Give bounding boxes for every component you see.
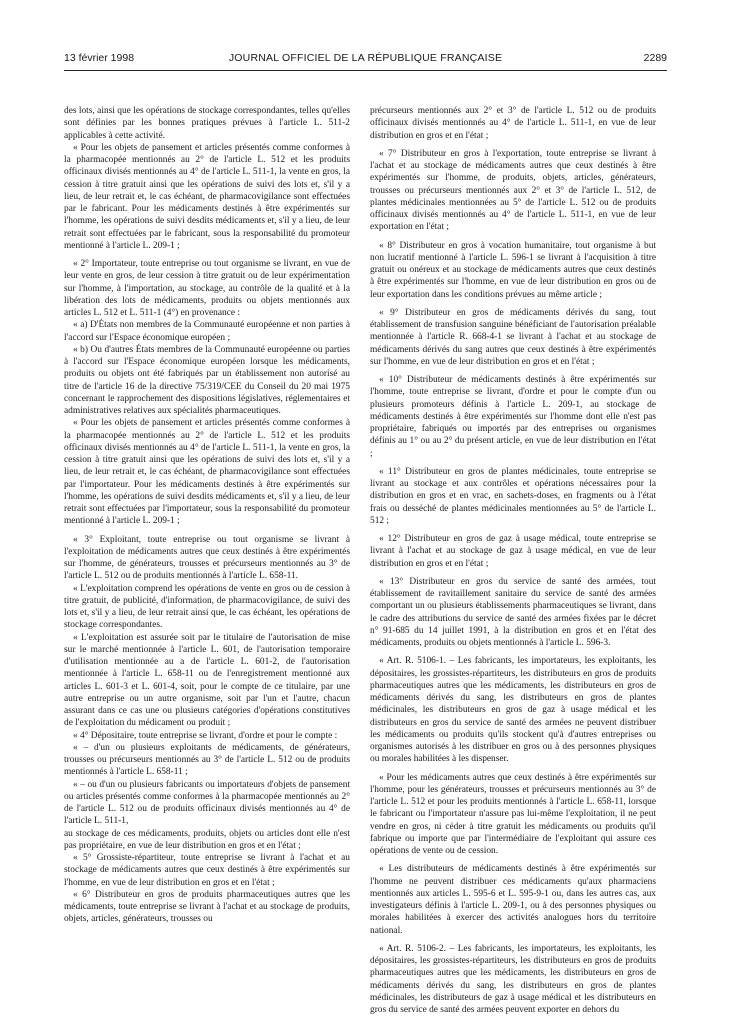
paragraph: « Pour les médicaments autres que ceux destinés à être expérimentés sur l'homme, pour les générateurs, trousses et précurseurs mentionnés au 3° de l'article L. 512 et pour les produits mentionnés à l'article L. 658-11, lorsque le fabricant ou l'importateur n'assure pas lui-même l'exploitation, il ne peut vendre en gros, ni céder à titre gratuit les médicaments ou produits qu'il fabrique ou importe que par l'intermédiaire de l'exploitant qui assure ces opérations de vente ou de cession. [370,772,656,856]
header-date: 13 février 1998 [64,52,135,64]
paragraph: précurseurs mentionnés aux 2° et 3° de l'article L. 512 ou de produits officinaux divisés mentionnés au 4° de l'article L. 511-1, en vue de leur distribution en gros et en l'état ; [370,106,656,141]
paragraph: « 7° Distributeur en gros à l'exportation, toute entreprise se livrant à l'achat et au stockage de médicaments autres que ceux destinés à être expérimentés sur l'homme, de produits, objets, articles, générateurs, trousses ou précurseurs mentionnés aux 2° et 3° de l'article L. 512, de plantes médicinales mentionnées au 5° de l'article L. 512 ou de produits officinaux divisés mentionnés au 4° de l'article L. 511-1, en vue de leur exportation en l'état ; [370,148,656,233]
paragraph: « 13° Distributeur en gros du service de santé des armées, tout établissement de ravitaillement sanitaire du service de santé des armées comportant un ou plusieurs établissements pharmaceutiques se livrant, dans le cadre des attributions du service de santé des armées fixées par le décret n° 91-685 du 14 juillet 1991, à la distribution en gros et en l'état des médicaments, produits ou objets mentionnés à l'article L. 596-3. [370,576,656,648]
paragraph: « Pour les objets de pansement et articles présentés comme conformes à la pharmacopée mentionnés au 2° de l'article L. 512 et les produits officinaux divisés mentionnés au 4° de l'article L. 511-1, la vente en gros, la cession à titre gratuit ainsi que les opérations de suivi des lots et, s'il y a lieu, de leur retrait et, le cas échéant, de pharmacovigilance sont effectuées par l'importateur. Pour les médicaments destinés à être expérimentés sur l'homme, les opérations de suivi desdits médicaments et, s'il y a lieu, de leur retrait sont effectuées par l'importateur, sous la responsabilité du promoteur mentionné à l'article L. 209-1 ; [64,418,350,527]
paragraph: « 4° Dépositaire, toute entreprise se livrant, d'ordre et pour le compte : [73,730,338,741]
paragraph: « a) D'États non membres de la Communauté européenne et non parties à l'accord sur l'Espace économique européen ; [64,320,350,343]
paragraph: « Art. R. 5106-2. – Les fabricants, les importateurs, les exploitants, les dépositaires, les grossistes-répartiteurs, les distributeurs en gros de produits pharmaceutiques autres que les médicaments, les distributeurs en gros de médicaments dérivés du sang, les distributeurs en gros de plantes médicinales, les distributeurs de gaz à usage médical et les distributeurs en gros du service de santé des armées peuvent exporter en dehors du [370,943,656,1015]
paragraph: des lots, ainsi que les opérations de stockage correspondantes, telles qu'elles sont définies par les bonnes pratiques prévues à l'article L. 511-2 applicables à cette activité. [64,106,350,141]
paragraph: « 6° Distributeur en gros de produits pharmaceutiques autres que les médicaments, toute entreprise se livrant à l'achat et au stockage de produits, objets, articles, générateurs, trousses ou [64,889,350,925]
paragraph: « b) Ou d'autres États membres de la Communauté européenne ou parties à l'accord sur l'Espace économique européen lorsque les médicaments, produits ou objets ont été fabriqués par un établissement non autorisé au titre de l'article 16 de la directive 75/319/CEE du Conseil du 20 mai 1975 concernant le rapprochement des dispositions législatives, réglementaires et administratives relatives aux spécialités pharmaceutiques. [64,344,350,416]
paragraph: « – ou d'un ou plusieurs fabricants ou importateurs d'objets de pansement ou articles présentés comme conformes à la pharmacopée mentionnés au 2° de l'article L. 512 ou de produits officinaux divisés mentionnés au 4° de l'article L. 511-1, [64,779,350,827]
paragraph: « Les distributeurs de médicaments destinés à être expérimentés sur l'homme ne peuvent distribuer ces médicaments qu'aux pharmaciens mentionnés aux articles L. 595-6 et L. 595-9-1 ou, dans les autres cas, aux investigateurs définis à l'article L. 209-1, ou à des personnes physiques ou morales habilitées à exercer des activités analogues hors du territoire national. [370,864,656,936]
right-column [370,105,656,1016]
paragraph: « Pour les objets de pansement et articles présentés comme conformes à la pharmacopée mentionnés au 2° de l'article L. 512 et les produits officinaux divisés mentionnés au 4° de l'article L. 511-1, la vente en gros, la cession à titre gratuit ainsi que les opérations de suivi des lots et, s'il y a lieu, de leur retrait et, le cas échéant, de pharmacovigilance sont effectuées par le fabricant. Pour les médicaments destinés à être expérimentés sur l'homme, les opérations de suivi desdits médicaments et, s'il y a lieu, de leur retrait sont effectuées par le fabricant, sous la responsabilité du promoteur mentionné à l'article L. 209-1 ; [64,142,350,251]
paragraph: au stockage de ces médicaments, produits, objets ou articles dont elle n'est pas propriétaire, en vue de leur distribution en gros et en l'état ; [64,828,350,851]
paragraph: « L'exploitation comprend les opérations de vente en gros ou de cession à titre gratuit, de publicité, d'information, de pharmacovigilance, de suivi des lots et, s'il y a lieu, de leur retrait ainsi que, le cas échéant, les opérations de stockage correspondantes. [64,583,350,631]
journal-title: JOURNAL OFFICIEL DE LA RÉPUBLIQUE FRANÇAISE [228,52,503,64]
page-number: 2289 [643,52,667,64]
paragraph: « 5° Grossiste-répartiteur, toute entreprise se livrant à l'achat et au stockage de médicaments autres que ceux destinés à être expérimentés sur l'homme, en vue de leur distribution en gros et en l'état ; [64,853,350,888]
paragraph: « 11° Distributeur en gros de plantes médicinales, toute entreprise se livrant au stockage et aux contrôles et opérations nécessaires pour la distribution en gros et en vrac, en sachets-doses, en fragments ou à l'état frais ou desséché de plantes médicinales mentionnées au 5° de l'article L. 512 ; [370,466,656,526]
paragraph: « 8° Distributeur en gros à vocation humanitaire, tout organisme à but non lucratif mentionné à l'article L. 596-1 se livrant à l'acquisition à titre gratuit ou onéreux et au stockage de médicaments autres que ceux destinés à être expérimentés sur l'homme, en vue de leur distribution en gros ou de leur exportation dans les conditions prévues au même article ; [370,240,656,300]
paragraph: « L'exploitation est assurée soit par le titulaire de l'autorisation de mise sur le marché mentionnée à l'article L. 601, de l'autorisation temporaire d'utilisation mentionnée au a de l'article L. 601-2, de l'autorisation mentionnée à l'article L. 658-11 ou de l'enregistrement mentionné aux articles L. 601-3 et L. 601-4, soit, pour le compte de ce titulaire, par une autre entreprise ou un autre organisme, soit par l'un et l'autre, chacun assurant dans ce cas une ou plusieurs catégories d'opérations constitutives de l'exploitation du médicament ou produit ; [64,632,350,729]
paragraph: « 12° Distributeur en gros de gaz à usage médical, toute entreprise se livrant à l'achat et au stockage de gaz à usage médical, en vue de leur distribution en gros et en l'état ; [370,534,656,569]
left-column [64,105,350,926]
paragraph: « 3° Exploitant, toute entreprise ou tout organisme se livrant à l'exploitation de médicaments autres que ceux destinés à être expérimentés sur l'homme, de générateurs, trousses et précurseurs mentionnés au 3° de l'article L. 512 ou de produits mentionnés à l'article L. 658-11. [64,534,350,582]
paragraph: « – d'un ou plusieurs exploitants de médicaments, de générateurs, trousses ou précurseurs mentionnés au 3° de l'article L. 512 ou de produits mentionnés à l'article L. 658-11 ; [64,742,350,778]
paragraph: « 2° Importateur, toute entreprise ou tout organisme se livrant, en vue de leur vente en gros, de leur cession à titre gratuit ou de leur expérimentation sur l'homme, à l'importation, au stockage, au contrôle de la qualité et à la libération des lots de médicaments, produits ou objets mentionnés aux articles L. 512 et L. 511-1 (4°) en provenance : [64,259,350,318]
paragraph: « 10° Distributeur de médicaments destinés à être expérimentés sur l'homme, toute entreprise se livrant, d'ordre et pour le compte d'un ou plusieurs promoteurs définis à l'article L. 209-1, au stockage de médicaments destinés à être expérimentés sur l'homme dont elle n'est pas propriétaire, fabriqués ou importés par des entreprises ou organismes définis au 1° ou au 2° du présent article, en vue de leur distribution en l'état ; [370,375,656,459]
header-rule [64,70,667,71]
paragraph: « Art. R. 5106-1. – Les fabricants, les importateurs, les exploitants, les dépositaires, les grossistes-répartiteurs, les distributeurs en gros de produits pharmaceutiques autres que les médicaments, les distributeurs en gros de médicaments dérivés du sang, les distributeurs en gros de plantes médicinales, les distributeurs en gros de gaz à usage médical et les distributeurs en gros du service de santé des armées ne peuvent distribuer les médicaments ou produits qu'ils stockent qu'à d'autres entreprises ou organismes autorisés à les distribuer en gros ou à des personnes physiques ou morales habilitées à les dispenser. [370,656,656,765]
paragraph: « 9° Distributeur en gros de médicaments dérivés du sang, tout établissement de transfusion sanguine bénéficiant de l'autorisation préalable mentionnée à l'article R. 668-4-1 se livrant à l'achat et au stockage de médicaments dérivés du sang autres que ceux destinés à être expérimentés sur l'homme, en vue de leur distribution en gros et en l'état ; [370,307,656,367]
page-header [64,52,667,70]
